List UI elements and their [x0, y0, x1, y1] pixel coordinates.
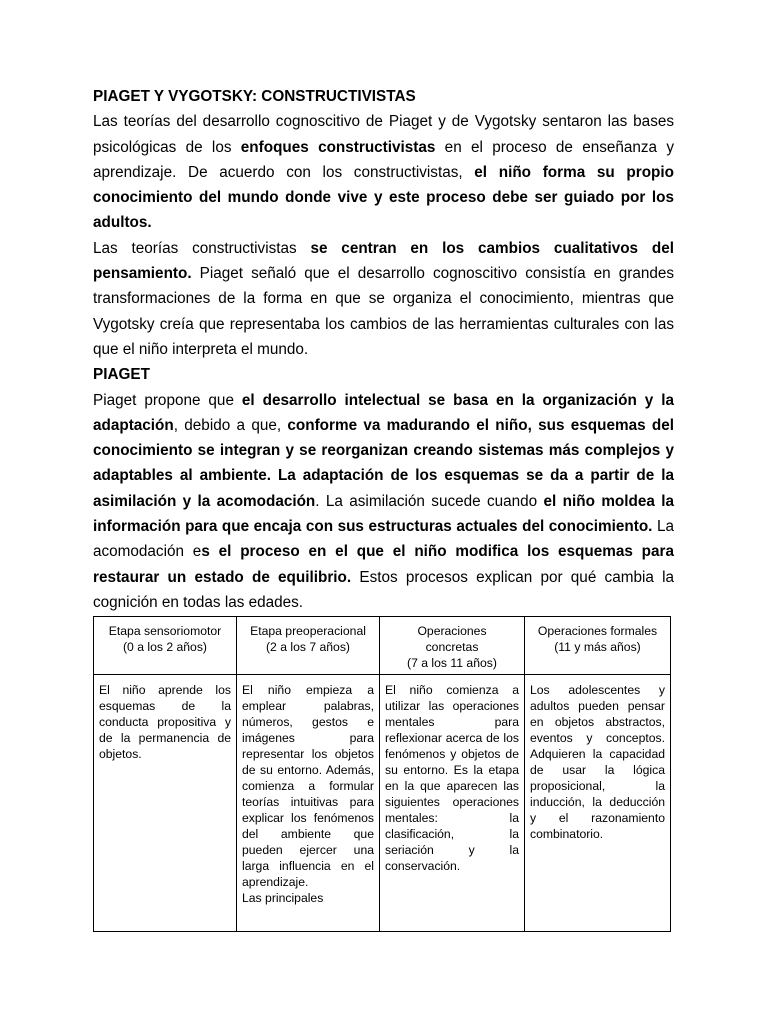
- table-header-row: [94, 617, 671, 675]
- table-cell: El niño comienza a utilizar las operaciones mentales para reflexionar acerca de los fenómenos y objetos de su entorno. Es la etapa en la que aparecen las siguientes operaciones mentales: la clasificación, la seriación y la conservación.: [380, 675, 525, 932]
- table-cell: El niño aprende los esquemas de la conducta propositiva y de la permanencia de objetos.: [94, 675, 237, 932]
- table-header-cell: Operaciones concretas (7 a los 11 años): [380, 617, 525, 675]
- table-header-cell: Etapa preoperacional (2 a los 7 años): [237, 617, 380, 675]
- paragraph-intro: Las teorías del desarrollo cognoscitivo de Piaget y de Vygotsky sentaron las bases psicológicas de los enfoques constructivistas en el proceso de enseñanza y aprendizaje. De acuerdo con los constructivistas, el niño forma su propio conocimiento del mundo donde vive y este proceso debe ser guiado por los adultos.: [93, 113, 674, 232]
- table-cell-tail: Las principales: [242, 891, 324, 905]
- stages-table: [93, 616, 671, 932]
- paragraph-theories: Las teorías constructivistas se centran en los cambios cualitativos del pensamiento. Piaget señaló que el desarrollo cognoscitivo consistía en grandes transformaciones de la forma en que se organiza el conocimiento, mientras que Vygotsky creía que representaba los cambios de las herramientas culturales con las que el niño interpreta el mundo.: [93, 239, 674, 358]
- table-row: [94, 675, 671, 932]
- paragraph-piaget: Piaget propone que el desarrollo intelectual se basa en la organización y la adaptación, debido a que, conforme va madurando el niño, sus esquemas del conocimiento se integran y se reorganizan creando sistemas más complejos y adaptables al ambiente. La adaptación de los esquemas se da a partir de la asimilación y la acomodación. La asimilación sucede cuando el niño moldea la información para que encaja con sus estructuras actuales del conocimiento. La acomodación es el proceso en el que el niño modifica los esquemas para restaurar un estado de equilibrio. Estos procesos explican por qué cambia la cognición en todas las edades.: [93, 391, 675, 611]
- table-header-cell: Operaciones formales (11 y más años): [525, 617, 671, 675]
- document-title: PIAGET Y VYGOTSKY: CONSTRUCTIVISTAS: [93, 88, 416, 105]
- section-heading-piaget: PIAGET: [93, 366, 150, 384]
- table-header-cell: Etapa sensoriomotor (0 a los 2 años): [94, 617, 237, 675]
- document-body: [93, 84, 674, 615]
- table-cell: Los adolescentes y adultos pueden pensar en objetos abstractos, eventos y conceptos. Adquieren la capacidad de usar la lógica proposicional, la inducción, la deducción y el razonamiento combinatorio.: [525, 675, 671, 932]
- table-cell: El niño empieza a emplear palabras, números, gestos e imágenes para representar los objetos de su entorno. Además, comienza a formular teorías intuitivas para explicar los fenómenos del ambiente que pueden ejercer una larga influencia en el aprendizaje. Las principales: [237, 675, 380, 932]
